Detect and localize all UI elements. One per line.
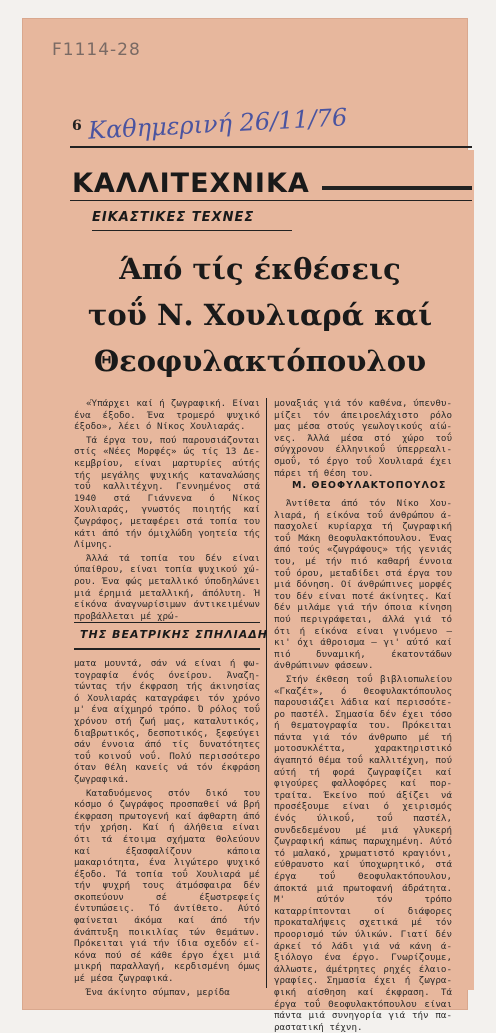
right-column-bottom	[274, 498, 452, 1033]
byline: ΤΗΣ ΒΕΑΤΡΙΚΗΣ ΣΠΗΛΙΑΔΗ	[80, 628, 268, 641]
paragraph: ματα μουντά, σάν νά είναι ή φωτογραφία ένός όνείρου. Άναζητώντας τήν έκφραση τής άκινησίας ό Χουλιαράς καταγράφει τόν χρόνο μ' ένα αίχμηρό τρόπο. Ό ρόλος τοΰ χρόνου στή ζωή μας, καταλυτικός, διαβρωτικός, δεσποτικός, ξεφεύγει σάν έννοια άπό τίς δυνατότητες τοΰ κοινοΰ νοΰ. Πολύ περισσότερο όταν θέλη κανείς νά τόν έκφράση ζωγραφικά.	[74, 658, 260, 785]
top-rule	[70, 146, 472, 148]
headline-line-2: τοΰ Ν. Χουλιαρά καί	[87, 298, 433, 332]
section-underline	[92, 230, 292, 231]
column-divider	[266, 398, 267, 988]
headline	[70, 246, 450, 384]
paragraph: Τά έργα του, πού παρουσιάζονται στίς «Νέες Μορφές» ώς τίς 13 Δεκεμβρίου, είναι μαρτυρίες αύτής τής μεγάλης ψυχικής καταναλώσης τοΰ καλλιτέχνη. Γεννημένος στά 1940 στά Γιάννενα ό Νίκος Χουλιαράς, γνωστός ποιητής καί ζωγράφος, μεταφέρει στά τοπία του κάτι άπό τήν όμιχλώδη γοητεία τής Λίμνης.	[74, 434, 260, 551]
adjacent-clipping-edge	[452, 150, 474, 990]
paragraph: μοναξιάς γιά τόν καθένα, ύπενθυμίζει τόν άπειροελάχιστο ρόλο μας μέσα στούς γεωλογικούς αίώνες. Άλλά μέσα στό χώρο τοΰ σύγχρονου έλληνικοΰ ύπερρεαλισμοΰ, τό έργο τοΰ Χουλιαρά έχει πάρει τή θέση του.	[274, 398, 452, 479]
headline-line-3: Θεοφυλακτόπουλου	[93, 344, 427, 378]
paragraph: Άντίθετα άπό τόν Νίκο Χουλιαρά, ή είκόνα τοΰ άνθρώπου άπασχολεί κυρίαρχα τή ζωγραφική τοΰ Μάκη Θεοφυλακτόπουλου. Ένας άπό τούς «ζωγράφους» τής γενιάς του, μέ τήν πιό καθαρή έννοια τοΰ όρου, μεταδίδει στά έργα του μιά δόνηση. Οί άνθρώπινες μορφές του δέν είναι ποτέ άκίνητες. Καί δέν μιλάμε γιά τήν όποια κίνηση πού περιγράφεται, άλλά γιά τό ότι ή είκόνα είναι γινόμενο — κι' όχι άθροισμα — γι' αύτό καί πιό δυναμική, έκατοντάδων άνθρώπινων φάσεων.	[274, 498, 452, 672]
archive-code: F1114-28	[52, 40, 141, 60]
byline-rule-bottom	[74, 648, 260, 650]
page-number: 6	[72, 118, 82, 134]
left-column-bottom	[74, 658, 260, 998]
paragraph: Στήν έκθεση τοΰ βιβλιοπωλείου «Γκαζέτ», ό Θεοφυλακτόπουλος παρουσιάζει λάδια καί περισσότερο παστέλ. Σημασία δέν έχει τόσο ή θεματογραφία του. Πρόκειται πάντα γιά τόν άνθρωπο μέ τή μοτοσυκλέττα, χαρακτηριστικό άγαπητό θέμα τοΰ καλλιτέχνη, πού αύτή τή φορά ζωγραφίζει καί φιγούρες φαλλοφόρες καί πορτραίτα. Έκείνο πού άξίζει νά προσέξουμε είναι ό χειρισμός ένός ύλικοΰ, τοΰ παστέλ, συνδεδεμένου μέ μιά γλυκερή ζωγραφική κάπως παρωχημένη. Αύτό τό μαλακό, χρωματιστό κραγιόνι, εύθραυστο καί ύποχωρητικό, στά έργα τοΰ Θεοφυλακτόπουλου, άποκτά μιά πρωτοφανή άδράτητα. Μ' αύτόν τόν τρόπο καταρρίπτονται οί διάφορες προκαταλήψεις σχετικά μέ τόν προορισμό τών ύλικών. Γιατί δέν άρκεί τό λάδι γιά νά κάνη άξιόλογο ένα έργο. Γνωρίζουμε, άλλωστε, άμέτρητες ρηχές έλαιογραφίες. Σημασία έχει ή ζωγραφική αίσθηση καί έκφραση. Τά έργα τοΰ Θεοφυλακτόπουλου είναι πάντα μιά συνηγορία γιά τήν παραστατική τέχνη.	[274, 673, 452, 1033]
byline-rule-top	[74, 622, 260, 623]
subhead-artist-name: Μ. ΘΕΟΦΥΛΑΚΤΟΠΟΥΛΟΣ	[292, 480, 447, 491]
paragraph: Καταδυόμενος στόν δικό του κόσμο ό ζωγράφος προσπαθεί νά βρή έκφραση πρωτογενή καί άφθαρτη άπό τήν χρήση. Καί ή άλήθεια είναι ότι τά έτοιμα σχήματα θολεύουν καί έξασφαλίζουν κάποια μακαριότητα, ένα λιγώτερο ψυχικό έξοδο. Τά τοπία τοΰ Χουλιαρά μέ τήν ψυχρή τους άτμόσφαιρα δέν σκοπεύουν σέ έξωστρεφείς έντυπώσεις. Τό άντίθετο. Αύτό φαίνεται άκόμα καί άπό τήν άνάπτυξη ποικιλίας τών θεμάτων. Πρόκειται γιά τήν ίδια σχεδόν είκόνα πού σέ κάθε έργο έχει μιά μικρή παραλλαγή, κερδισμένη όμως μέ μέσα ζωγραφικά.	[74, 787, 260, 985]
kicker-rule	[322, 186, 472, 190]
paragraph: Άλλά τά τοπία του δέν είναι ύπαίθρου, είναι τοπία ψυχικού χώρου. Ένα φώς μεταλλικό ύποδηλώνει μιά έρημιά μεταλλική, άπόλυτη. Ή είκόνα άναγνωρίσιμων άντικειμένων προβάλλεται μέ χρώ-	[74, 552, 260, 622]
left-column-top	[74, 398, 260, 622]
handwritten-date-note: Καθημερινή 26/11/76	[87, 103, 348, 145]
right-column-top	[274, 398, 452, 479]
paragraph: «Ύπάρχει καί ή ζωγραφική. Είναι ένα έξοδο. Ένα τρομερό ψυχικό έξοδο», λέει ό Νίκος Χουλιαράς.	[74, 398, 260, 433]
headline-line-1: Άπό τίς έκθέσεις	[119, 252, 401, 286]
kicker-underline	[70, 200, 472, 201]
paragraph: Ένα άκίνητο σύμπαν, μερίδα	[86, 986, 230, 998]
kicker-title: ΚΑΛΛΙΤΕΧΝΙΚΑ	[72, 168, 310, 199]
section-label: ΕΙΚΑΣΤΙΚΕΣ ΤΕΧΝΕΣ	[92, 210, 255, 225]
